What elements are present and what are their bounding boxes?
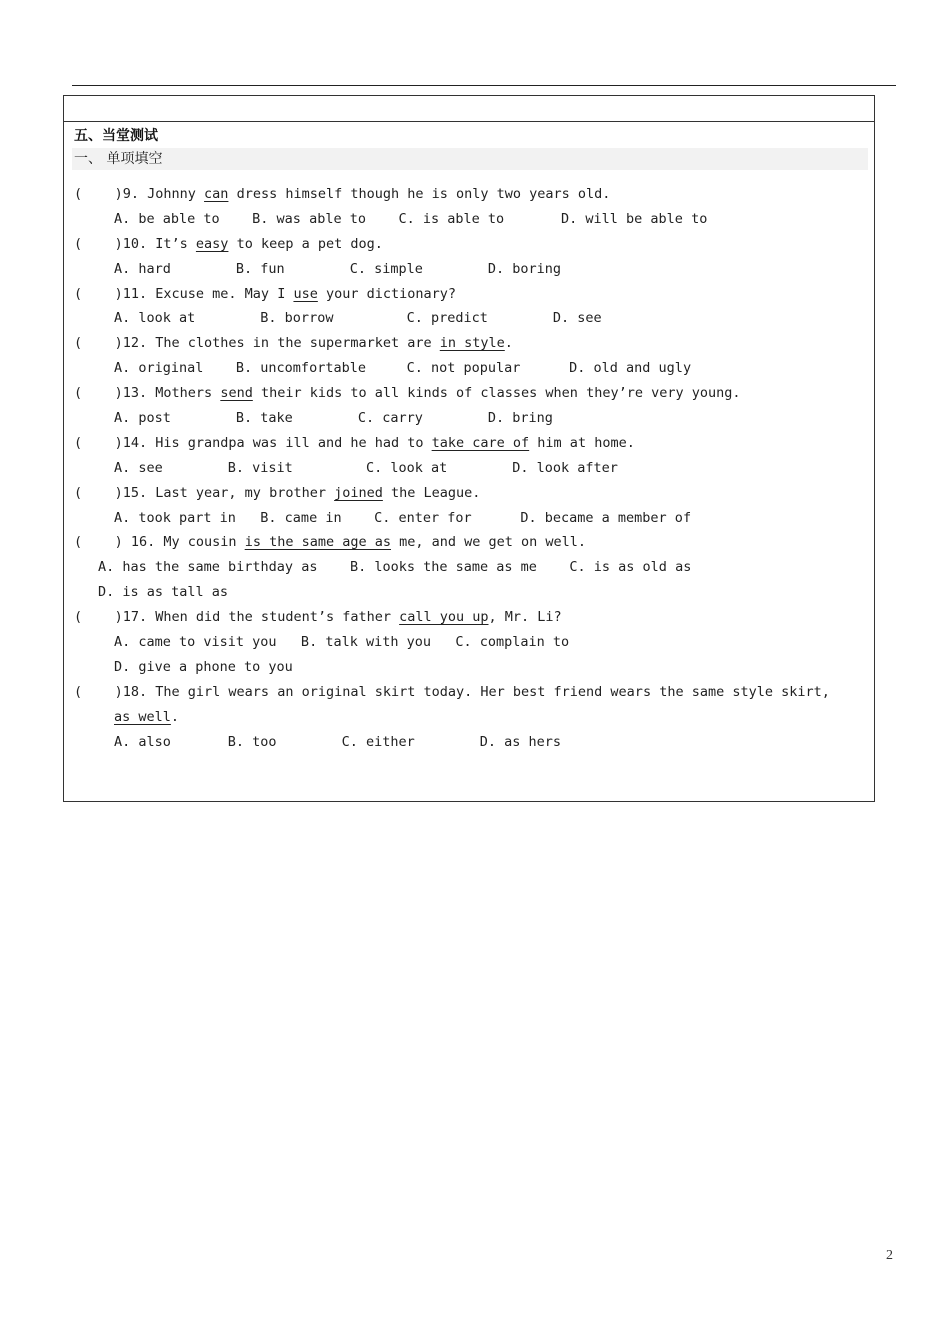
stem-text: ( ) 16. My cousin bbox=[74, 534, 245, 551]
stem-text: the League. bbox=[382, 484, 481, 501]
stem-text: him at home. bbox=[529, 434, 635, 451]
answer-options: A. took part in B. came in C. enter for D. became a member of bbox=[114, 509, 692, 526]
stem-text: ( )13. Mothers bbox=[74, 385, 221, 402]
answer-options: A. post B. take C. carry D. bring bbox=[114, 410, 553, 427]
answer-options: A. original B. uncomfortable C. not popular D. old and ugly bbox=[114, 360, 692, 377]
stem-text: dress himself though he is only two years old. bbox=[228, 186, 611, 202]
stem-text: your dictionary? bbox=[317, 285, 457, 302]
stem-text: ( )17. When did the student’s father bbox=[74, 609, 400, 626]
stem-text: . bbox=[170, 708, 180, 725]
question-stem bbox=[74, 605, 870, 630]
question-stem bbox=[74, 232, 870, 257]
underlined-phrase: send bbox=[220, 385, 253, 402]
underlined-phrase: call you up bbox=[399, 609, 489, 626]
answer-options: D. give a phone to you bbox=[114, 658, 293, 675]
stem-text: ( )11. Excuse me. May I bbox=[74, 285, 294, 302]
question-stem bbox=[74, 481, 870, 506]
underlined-phrase: use bbox=[293, 285, 318, 302]
stem-text: to keep a pet dog. bbox=[228, 235, 383, 252]
page-number: 2 bbox=[886, 1248, 893, 1263]
section-title: 五、当堂测试 bbox=[74, 128, 158, 144]
question-stem bbox=[74, 182, 870, 207]
answer-options: D. is as tall as bbox=[98, 584, 229, 601]
stem-text: ( )18. The girl wears an original skirt today. Her best friend wears the same style skirt, bbox=[74, 683, 830, 700]
underlined-phrase: easy bbox=[195, 235, 229, 252]
answer-options: A. also B. too C. either D. as hers bbox=[114, 733, 562, 750]
underlined-phrase: in style bbox=[439, 335, 505, 352]
subsection-title: 一、 单项填空 bbox=[72, 148, 868, 170]
answer-options: A. has the same birthday as B. looks the same as me C. is as old as bbox=[98, 559, 692, 576]
question-stem bbox=[74, 680, 870, 705]
underlined-phrase: as well bbox=[114, 708, 171, 725]
underlined-phrase: take care of bbox=[431, 434, 530, 451]
content-box bbox=[63, 95, 875, 802]
stem-text: ( )9. Johnny bbox=[74, 186, 205, 202]
stem-text: ( )10. It’s bbox=[74, 235, 196, 252]
underlined-phrase: is the same age as bbox=[244, 534, 391, 551]
answer-options: A. came to visit you B. talk with you C. complain to bbox=[114, 634, 570, 651]
question-stem bbox=[74, 530, 870, 555]
stem-text: . bbox=[504, 335, 513, 352]
underlined-phrase: joined bbox=[334, 484, 383, 501]
question-stem bbox=[74, 331, 870, 356]
stem-text: , Mr. Li? bbox=[488, 609, 562, 626]
stem-text: ( )12. The clothes in the supermarket are bbox=[74, 335, 440, 352]
underlined-phrase: can bbox=[204, 186, 229, 202]
stem-text: ( )14. His grandpa was ill and he had to bbox=[74, 434, 432, 451]
stem-text: their kids to all kinds of classes when they’re very young. bbox=[252, 385, 741, 402]
question-stem bbox=[74, 381, 870, 406]
answer-options: A. hard B. fun C. simple D. boring bbox=[114, 260, 562, 277]
header-rule bbox=[72, 85, 896, 86]
stem-text: ( )15. Last year, my brother bbox=[74, 484, 335, 501]
question-list bbox=[74, 182, 870, 754]
question-stem-continuation bbox=[74, 705, 870, 730]
answer-options: A. see B. visit C. look at D. look after bbox=[114, 459, 618, 476]
question-stem bbox=[74, 282, 870, 307]
question-stem bbox=[74, 431, 870, 456]
box-header-row bbox=[64, 96, 874, 122]
answer-options: A. look at B. borrow C. predict D. see bbox=[114, 310, 602, 327]
answer-options: A. be able to B. was able to C. is able to D. will be able to bbox=[114, 210, 708, 227]
stem-text: me, and we get on well. bbox=[391, 534, 587, 551]
